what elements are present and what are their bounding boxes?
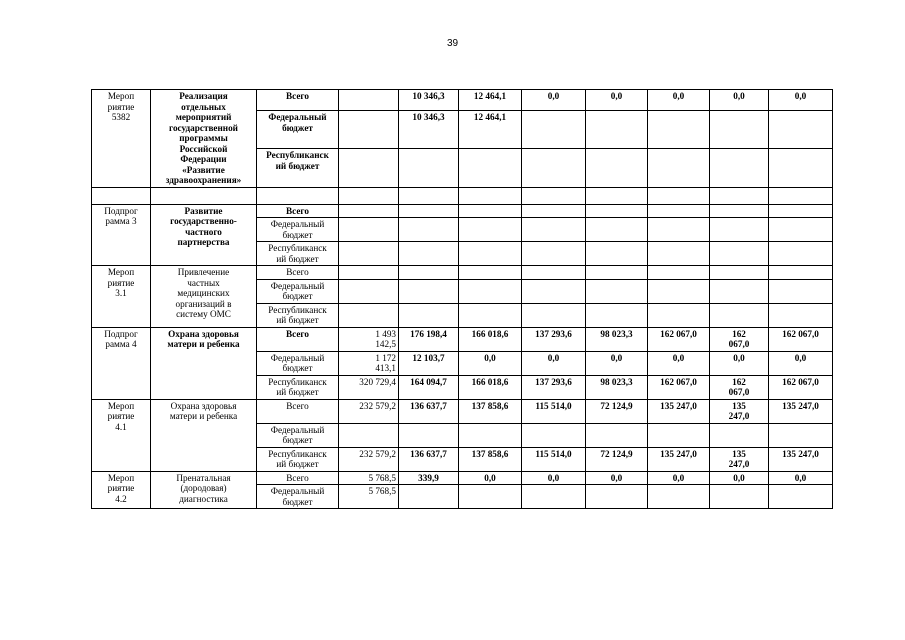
empty-cell <box>710 187 769 204</box>
program-code-cell: Мероп риятие 4.2 <box>92 471 151 509</box>
value-cell <box>522 279 586 303</box>
value-cell: 135 247,0 <box>769 447 833 471</box>
value-cell: 176 198,4 <box>399 327 459 351</box>
funding-source-cell: Республиканск ий бюджет <box>257 149 339 187</box>
value-cell: 0,0 <box>769 351 833 375</box>
value-cell: 137 858,6 <box>459 447 522 471</box>
value-cell <box>399 266 459 280</box>
empty-cell <box>648 187 710 204</box>
funding-source-cell: Всего <box>257 471 339 485</box>
value-cell: 115 514,0 <box>522 447 586 471</box>
empty-cell <box>586 187 648 204</box>
value-cell <box>399 204 459 218</box>
value-cell <box>399 242 459 266</box>
value-cell: 135 247,0 <box>648 447 710 471</box>
value-cell: 1 493 142,5 <box>339 327 399 351</box>
value-cell <box>586 149 648 187</box>
value-cell <box>586 218 648 242</box>
value-cell: 0,0 <box>586 471 648 485</box>
value-cell: 135 247,0 <box>648 399 710 423</box>
value-cell <box>648 218 710 242</box>
table-row <box>92 204 833 218</box>
value-cell <box>522 266 586 280</box>
value-cell: 135 247,0 <box>710 399 769 423</box>
value-cell <box>399 149 459 187</box>
value-cell: 162 067,0 <box>710 375 769 399</box>
value-cell: 162 067,0 <box>710 327 769 351</box>
value-cell <box>769 423 833 447</box>
funding-source-cell: Республиканск ий бюджет <box>257 375 339 399</box>
value-cell <box>459 218 522 242</box>
table-row <box>92 187 833 204</box>
value-cell: 0,0 <box>769 471 833 485</box>
value-cell: 12 464,1 <box>459 111 522 149</box>
value-cell <box>586 242 648 266</box>
value-cell: 12 464,1 <box>459 90 522 111</box>
value-cell <box>399 303 459 327</box>
funding-source-cell: Федеральный бюджет <box>257 423 339 447</box>
budget-table <box>91 89 833 509</box>
funding-source-cell: Федеральный бюджет <box>257 485 339 509</box>
value-cell <box>769 204 833 218</box>
value-cell: 0,0 <box>522 90 586 111</box>
funding-source-cell: Всего <box>257 266 339 280</box>
value-cell <box>769 242 833 266</box>
value-cell <box>459 266 522 280</box>
value-cell <box>710 303 769 327</box>
funding-source-cell: Федеральный бюджет <box>257 279 339 303</box>
value-cell <box>710 111 769 149</box>
value-cell <box>648 204 710 218</box>
value-cell: 0,0 <box>459 471 522 485</box>
funding-source-cell: Федеральный бюджет <box>257 218 339 242</box>
empty-cell <box>151 187 257 204</box>
value-cell <box>339 204 399 218</box>
value-cell <box>586 204 648 218</box>
value-cell <box>648 266 710 280</box>
program-name-cell: Реализация отдельных мероприятий государственной программы Российской Федерации «Развитие здравоохранения» <box>151 90 257 188</box>
value-cell <box>648 279 710 303</box>
value-cell: 0,0 <box>710 90 769 111</box>
program-name-cell: Привлечение частных медицинских организаций в систему ОМС <box>151 266 257 328</box>
value-cell <box>459 149 522 187</box>
value-cell: 162 067,0 <box>648 375 710 399</box>
funding-source-cell: Всего <box>257 399 339 423</box>
value-cell: 1 172 413,1 <box>339 351 399 375</box>
value-cell: 10 346,3 <box>399 111 459 149</box>
value-cell: 0,0 <box>522 351 586 375</box>
value-cell: 0,0 <box>522 471 586 485</box>
value-cell <box>648 423 710 447</box>
value-cell <box>769 266 833 280</box>
value-cell: 115 514,0 <box>522 399 586 423</box>
value-cell <box>769 279 833 303</box>
value-cell <box>459 204 522 218</box>
value-cell <box>586 303 648 327</box>
empty-cell <box>459 187 522 204</box>
program-name-cell: Охрана здоровья матери и ребенка <box>151 327 257 399</box>
value-cell <box>710 204 769 218</box>
value-cell <box>710 279 769 303</box>
value-cell <box>648 242 710 266</box>
page-number: 39 <box>446 38 459 49</box>
value-cell: 5 768,5 <box>339 485 399 509</box>
value-cell <box>769 111 833 149</box>
value-cell: 137 858,6 <box>459 399 522 423</box>
empty-cell <box>257 187 339 204</box>
value-cell <box>522 204 586 218</box>
value-cell: 136 637,7 <box>399 447 459 471</box>
value-cell: 162 067,0 <box>769 327 833 351</box>
program-code-cell: Мероп риятие 4.1 <box>92 399 151 471</box>
value-cell: 137 293,6 <box>522 375 586 399</box>
table-row <box>92 90 833 111</box>
value-cell <box>522 111 586 149</box>
value-cell <box>710 423 769 447</box>
empty-cell <box>399 187 459 204</box>
value-cell: 0,0 <box>648 90 710 111</box>
value-cell <box>769 218 833 242</box>
program-name-cell: Охрана здоровья матери и ребенка <box>151 399 257 471</box>
value-cell <box>586 266 648 280</box>
value-cell: 339,9 <box>399 471 459 485</box>
value-cell <box>648 303 710 327</box>
empty-cell <box>339 187 399 204</box>
value-cell: 12 103,7 <box>399 351 459 375</box>
funding-source-cell: Республиканск ий бюджет <box>257 303 339 327</box>
program-code-cell: Подпрог рамма 4 <box>92 327 151 399</box>
value-cell <box>710 485 769 509</box>
value-cell <box>648 149 710 187</box>
budget-table-body <box>92 90 833 509</box>
value-cell <box>586 279 648 303</box>
value-cell: 162 067,0 <box>648 327 710 351</box>
value-cell <box>769 303 833 327</box>
value-cell: 0,0 <box>586 351 648 375</box>
program-code-cell: Подпрог рамма 3 <box>92 204 151 266</box>
funding-source-cell: Федеральный бюджет <box>257 111 339 149</box>
value-cell <box>459 423 522 447</box>
value-cell <box>648 485 710 509</box>
program-name-cell: Развитие государственно- частного партнерства <box>151 204 257 266</box>
value-cell: 5 768,5 <box>339 471 399 485</box>
value-cell <box>339 242 399 266</box>
value-cell <box>586 423 648 447</box>
value-cell <box>586 485 648 509</box>
value-cell <box>710 149 769 187</box>
value-cell <box>522 242 586 266</box>
value-cell <box>522 303 586 327</box>
funding-source-cell: Всего <box>257 204 339 218</box>
empty-cell <box>769 187 833 204</box>
value-cell <box>399 279 459 303</box>
value-cell <box>339 90 399 111</box>
value-cell: 0,0 <box>648 351 710 375</box>
value-cell <box>339 218 399 242</box>
value-cell <box>339 149 399 187</box>
value-cell: 0,0 <box>459 351 522 375</box>
value-cell <box>339 279 399 303</box>
value-cell <box>459 242 522 266</box>
empty-cell <box>92 187 151 204</box>
value-cell <box>399 218 459 242</box>
funding-source-cell: Всего <box>257 90 339 111</box>
value-cell <box>339 266 399 280</box>
value-cell <box>522 149 586 187</box>
value-cell: 0,0 <box>648 471 710 485</box>
program-code-cell: Мероп риятие 3.1 <box>92 266 151 328</box>
funding-source-cell: Всего <box>257 327 339 351</box>
value-cell <box>710 266 769 280</box>
value-cell: 98 023,3 <box>586 327 648 351</box>
value-cell <box>522 423 586 447</box>
table-row <box>92 266 833 280</box>
value-cell <box>339 423 399 447</box>
value-cell: 164 094,7 <box>399 375 459 399</box>
value-cell: 0,0 <box>710 471 769 485</box>
value-cell: 0,0 <box>586 90 648 111</box>
value-cell <box>522 485 586 509</box>
program-name-cell: Пренатальная (дородовая) диагностика <box>151 471 257 509</box>
table-row <box>92 399 833 423</box>
value-cell <box>459 279 522 303</box>
value-cell <box>769 485 833 509</box>
value-cell <box>339 111 399 149</box>
funding-source-cell: Республиканск ий бюджет <box>257 242 339 266</box>
value-cell: 135 247,0 <box>769 399 833 423</box>
value-cell: 232 579,2 <box>339 447 399 471</box>
value-cell <box>459 303 522 327</box>
value-cell <box>339 303 399 327</box>
value-cell <box>710 242 769 266</box>
value-cell: 320 729,4 <box>339 375 399 399</box>
value-cell <box>769 149 833 187</box>
value-cell: 98 023,3 <box>586 375 648 399</box>
value-cell: 0,0 <box>769 90 833 111</box>
table-row <box>92 327 833 351</box>
funding-source-cell: Федеральный бюджет <box>257 351 339 375</box>
value-cell <box>648 111 710 149</box>
value-cell <box>522 218 586 242</box>
program-code-cell: Мероп риятие 5382 <box>92 90 151 188</box>
funding-source-cell: Республиканск ий бюджет <box>257 447 339 471</box>
value-cell <box>459 485 522 509</box>
value-cell <box>710 218 769 242</box>
empty-cell <box>522 187 586 204</box>
value-cell: 232 579,2 <box>339 399 399 423</box>
value-cell: 162 067,0 <box>769 375 833 399</box>
value-cell: 166 018,6 <box>459 375 522 399</box>
value-cell: 72 124,9 <box>586 399 648 423</box>
value-cell <box>399 423 459 447</box>
value-cell <box>399 485 459 509</box>
value-cell: 10 346,3 <box>399 90 459 111</box>
table-row <box>92 471 833 485</box>
value-cell: 72 124,9 <box>586 447 648 471</box>
value-cell <box>586 111 648 149</box>
value-cell: 166 018,6 <box>459 327 522 351</box>
value-cell: 135 247,0 <box>710 447 769 471</box>
value-cell: 137 293,6 <box>522 327 586 351</box>
value-cell: 0,0 <box>710 351 769 375</box>
value-cell: 136 637,7 <box>399 399 459 423</box>
